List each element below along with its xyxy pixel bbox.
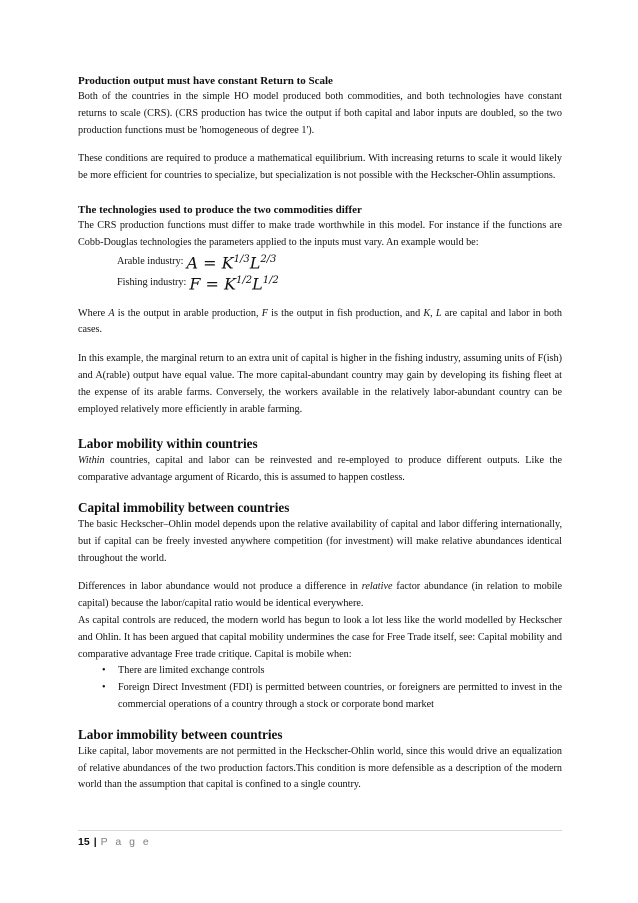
paragraph: These conditions are required to produce a mathematical equilibrium. With increasing returns to scale it would likely be more efficient for countries to specialize, but specialization is not possible with the Heckscher-Ohlin assumptions.: [78, 153, 562, 182]
section-heading: The technologies used to produce the two commodities differ: [78, 203, 362, 216]
section-heading: Labor mobility within countries: [78, 436, 258, 452]
list-item: • There are limited exchange controls: [78, 663, 562, 680]
formula-label: Fishing industry:: [117, 276, 187, 288]
list-item: • Foreign Direct Investment (FDI) is permitted between countries, or foreigners are permitted to invest in the commercial operations of a country through a stock or corporate bond market: [78, 680, 562, 714]
section-heading: Production output must have constant Return to Scale: [78, 75, 333, 87]
footer-separator: |: [93, 836, 97, 848]
section-heading: Labor immobility between countries: [78, 726, 283, 742]
paragraph: Like capital, labor movements are not permitted in the Heckscher-Ohlin world, since this would drive an equalization of relative abundances of the two production factors.This condition is more defensible as a description of the modern world than the assumption that capital is confined to a single country.: [78, 745, 562, 791]
formula-arable: [117, 252, 562, 273]
paragraph: Differences in labor abundance would not produce a difference in relative factor abundance (in relation to mobile capital) because the labor/capital ratio would be identical everywhere.: [78, 581, 562, 610]
section-heading: Capital immobility between countries: [78, 499, 290, 515]
page-footer: [78, 830, 562, 856]
formula-expression: $F = K^{1/2}L^{1/2}$: [189, 274, 279, 294]
paragraph: In this example, the marginal return to an extra unit of capital is higher in the fishing industry, assuming units of F(ish) and A(rable) output have equal value. The more capital-abundant country may gain by developing its fishing fleet at the expense of its arable farms. Conversely, the workers available in the relatively labor-abundant country can be employed relatively more efficiently in arable farming.: [78, 353, 562, 415]
paragraph: Both of the countries in the simple HO model produced both commodities, and both technologies have constant returns to scale (CRS). (CRS production has twice the output if both capital and labor inputs are doubled, so the two production functions must be 'homogeneous of degree 1').: [78, 91, 562, 136]
bullet-list: [78, 663, 562, 713]
page-number: 15: [78, 836, 90, 848]
formula-fishing: [117, 273, 562, 294]
paragraph: As capital controls are reduced, the modern world has begun to look a lot less like the world modelled by Heckscher and Ohlin. It has been argued that capital mobility undermines the case for Free Trade itself, see: Capital mobility and comparative advantage Free trade critique. Capital is mobile when:: [78, 614, 562, 660]
page-word: P a g e: [100, 836, 152, 848]
paragraph: The basic Heckscher–Ohlin model depends upon the relative availability of capital and labor differing internationally, but if capital can be freely invested anywhere competition (for investment) will make relative abundances identical throughout the world.: [78, 518, 562, 564]
page-body: [78, 73, 562, 794]
paragraph: Where A is the output in arable production, F is the output in fish production, and K, L are capital and labor in both cases.: [78, 307, 562, 336]
formula-label: Arable industry:: [117, 255, 184, 267]
formula-expression: $A = K^{1/3}L^{2/3}$: [186, 253, 277, 273]
paragraph: The CRS production functions must differ to make trade worthwhile in this model. For instance if the functions are Cobb-Douglas technologies the parameters applied to the inputs must vary. An example would be:: [78, 219, 562, 248]
paragraph: Within countries, capital and labor can be reinvested and re-employed to produce different outputs. Like the comparative advantage argument of Ricardo, this is assumed to happen costless.: [78, 455, 562, 484]
